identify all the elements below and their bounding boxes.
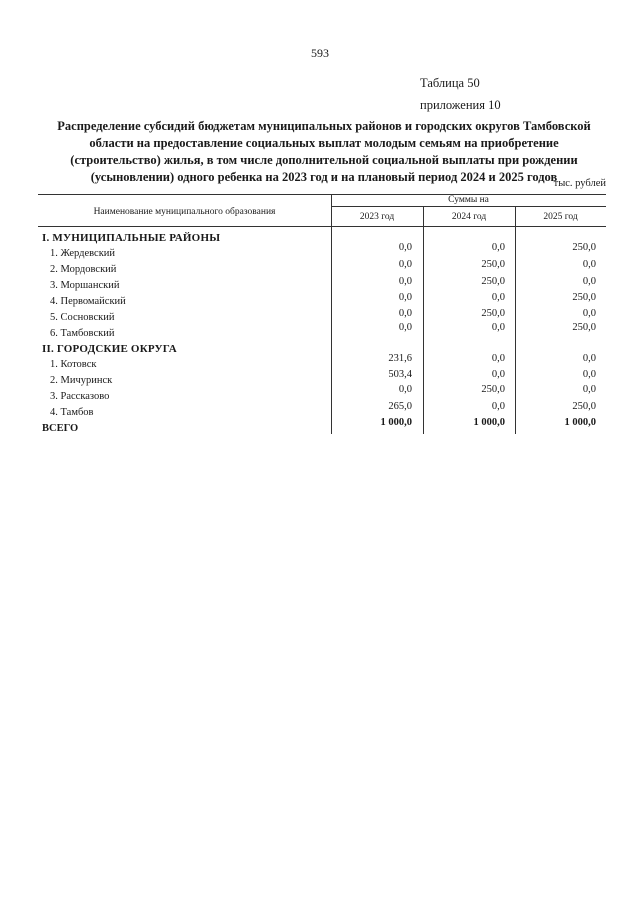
row-name: 4. Первомайский (50, 296, 126, 307)
header-bottom-border (38, 226, 606, 227)
value-2025: 250,0 (572, 292, 596, 303)
value-2023: 0,0 (398, 322, 412, 333)
value-2023: 0,0 (398, 259, 412, 270)
value-2025: 0,0 (582, 276, 596, 287)
row-name: ВСЕГО (42, 423, 79, 434)
value-2023: 0,0 (398, 276, 412, 287)
value-2023: 503,4 (388, 369, 412, 380)
value-2024: 0,0 (491, 242, 505, 253)
table-label: Таблица 50 (420, 76, 480, 90)
row-name: 1. Жердевский (50, 248, 116, 259)
title-line: (усыновлении) одного ребенка на 2023 год и на плановый период 2024 и 2025 годов (90, 170, 558, 184)
header-year-2025: 2025 год (543, 212, 578, 222)
value-2025: 250,0 (572, 322, 596, 333)
header-sums: Суммы на (448, 195, 489, 205)
value-2025: 0,0 (582, 353, 596, 364)
value-2024: 0,0 (491, 401, 505, 412)
table-row (38, 322, 608, 344)
row-name: 2. Мордовский (50, 264, 117, 275)
row-name: 4. Тамбов (50, 407, 94, 418)
row-name: 3. Моршанский (50, 280, 120, 291)
title-line: (строительство) жилья, в том числе дополнительной социальной выплаты при рождении (70, 153, 578, 167)
value-2024: 0,0 (491, 292, 505, 303)
table-row-total (38, 417, 608, 439)
title-line: области на предоставление социальных выплат молодым семьям на приобретение (89, 136, 559, 150)
header-year-2024: 2024 год (451, 212, 487, 222)
sums-divider (331, 206, 606, 207)
row-name: I. МУНИЦИПАЛЬНЫЕ РАЙОНЫ (42, 232, 221, 244)
page-number: 593 (311, 46, 329, 60)
value-2024: 0,0 (491, 369, 505, 380)
appendix-label: приложения 10 (420, 98, 501, 112)
value-2025: 0,0 (582, 308, 596, 319)
value-2023: 265,0 (388, 401, 412, 412)
value-2025: 1 000,0 (564, 417, 596, 428)
value-2025: 0,0 (582, 384, 596, 395)
row-name: 5. Сосновский (50, 312, 115, 323)
value-2025: 0,0 (582, 259, 596, 270)
document-title (36, 118, 612, 186)
value-2025: 0,0 (582, 369, 596, 380)
header-year-2023: 2023 год (359, 212, 395, 222)
value-2024: 0,0 (491, 353, 505, 364)
value-2024: 250,0 (481, 276, 505, 287)
row-name: 2. Мичуринск (50, 375, 113, 386)
value-2023: 0,0 (398, 292, 412, 303)
row-name: 6. Тамбовский (50, 328, 115, 339)
value-2023: 231,6 (388, 353, 412, 364)
value-2023: 0,0 (398, 384, 412, 395)
header-name: Наименование муниципального образования (93, 207, 276, 217)
row-name: 3. Рассказово (50, 391, 110, 402)
value-2024: 250,0 (481, 259, 505, 270)
value-2024: 0,0 (491, 322, 505, 333)
units-label: тыс. рублей (553, 178, 606, 189)
value-2023: 0,0 (398, 242, 412, 253)
value-2025: 250,0 (572, 401, 596, 412)
title-line: Распределение субсидий бюджетам муниципальных районов и городских округов Тамбовской (57, 119, 591, 133)
value-2024: 1 000,0 (473, 417, 505, 428)
value-2023: 0,0 (398, 308, 412, 319)
row-name: II. ГОРОДСКИЕ ОКРУГА (42, 343, 177, 355)
value-2023: 1 000,0 (380, 417, 412, 428)
value-2024: 250,0 (481, 384, 505, 395)
value-2024: 250,0 (481, 308, 505, 319)
value-2025: 250,0 (572, 242, 596, 253)
row-name: 1. Котовск (50, 359, 97, 370)
